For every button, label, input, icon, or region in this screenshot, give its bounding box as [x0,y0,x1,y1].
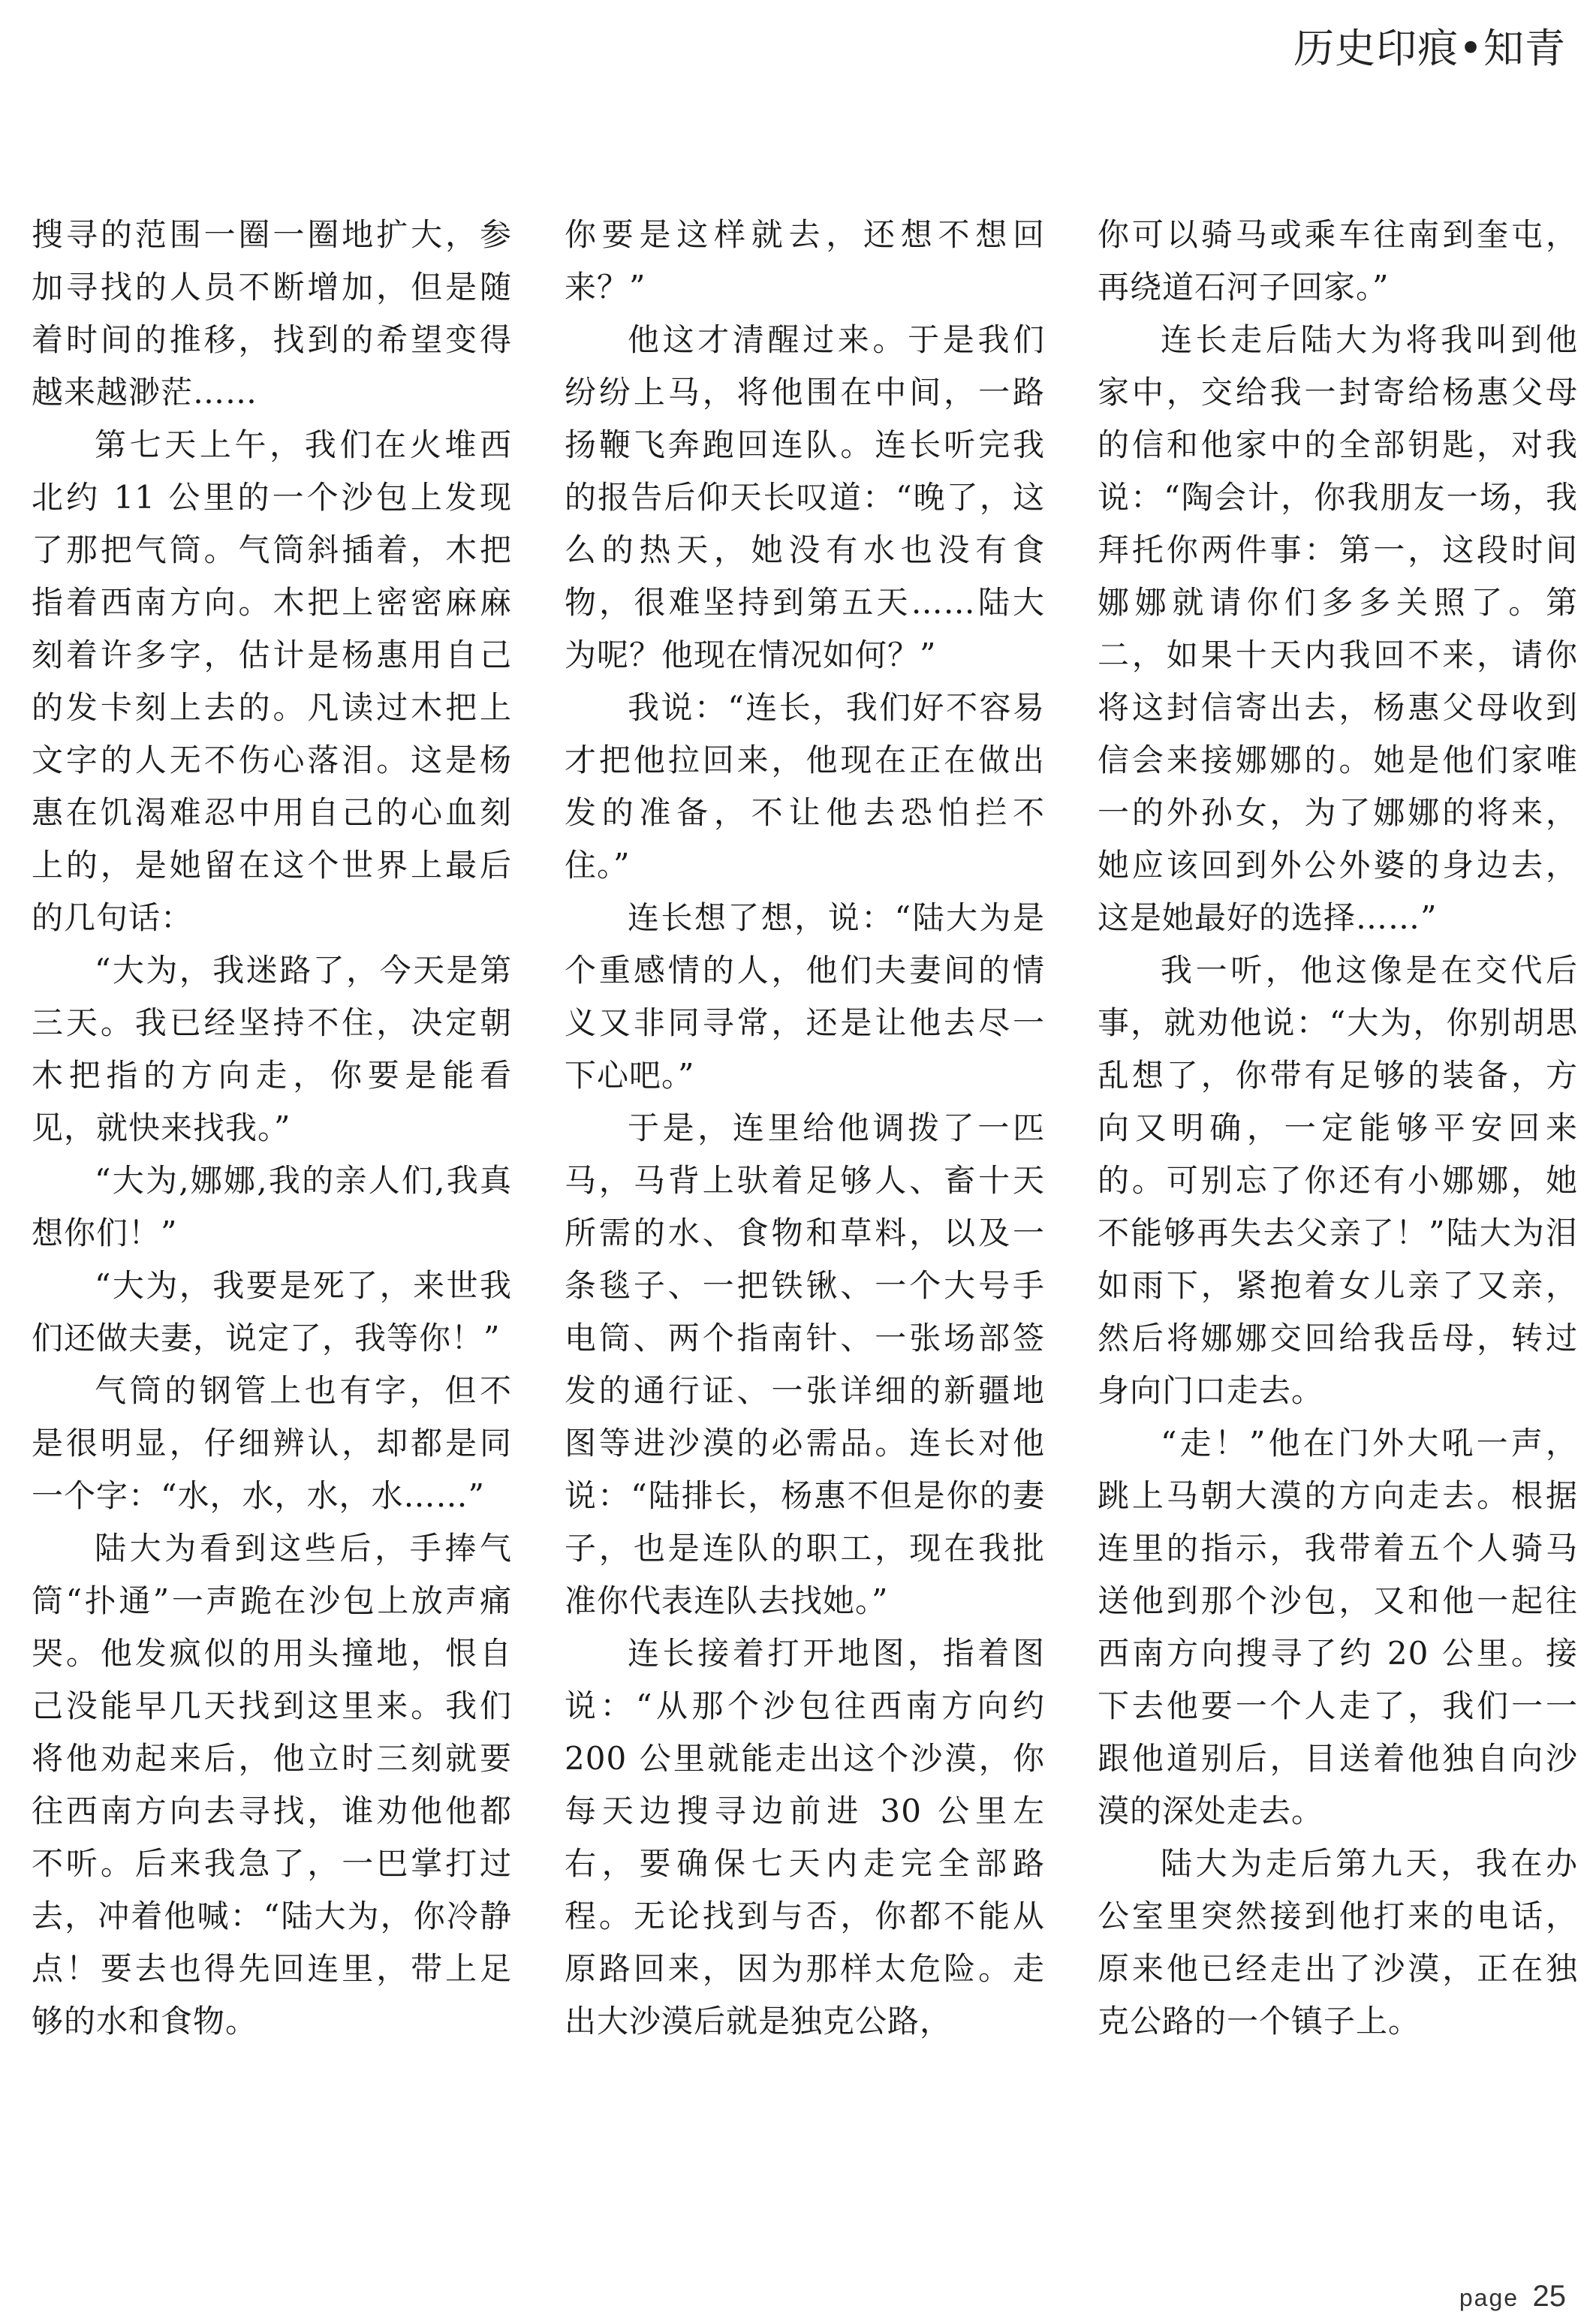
paragraph: 搜寻的范围一圈一圈地扩大，参加寻找的人员不断增加，但是随着时间的推移，找到的希望变得越来越渺茫…… [32,216,512,411]
page-number: 25 [1532,2280,1566,2313]
paragraph: “走！”他在门外大吼一声，跳上马朝大漠的方向走去。根据连里的指示，我带着五个人骑马送他到那个沙包，又和他一起往西南方向搜寻了约 20 公里。接下去他要一个人走了，我们一一跟他道别后，目送着他独自向沙漠的深处走去。 [1098,1425,1578,1829]
paragraph: “大为，我要是死了，来世我们还做夫妻，说定了，我等你！” [32,1267,512,1356]
page-footer [1459,2280,1566,2313]
paragraph: 第七天上午，我们在火堆西北约 11 公里的一个沙包上发现了那把气筒。气筒斜插着，木把指着西南方向。木把上密密麻麻刻着许多字，估计是杨惠用自己的发卡刻上去的。凡读过木把上文字的人无不伤心落泪。这是杨惠在饥渴难忍中用自己的心血刻上的，是她留在这个世界上最后的几句话： [32,426,512,936]
paragraph: 陆大为走后第九天，我在办公室里突然接到他打来的电话，原来他已经走出了沙漠，正在独克公路的一个镇子上。 [1098,1845,1578,2040]
paragraph: 你要是这样就去，还想不想回来？” [565,216,1045,306]
paragraph: 我说：“连长，我们好不容易才把他拉回来，他现在正在做出发的准备，不让他去恐怕拦不住。” [565,689,1045,884]
text-column-2 [565,209,1045,2048]
text-column-3 [1098,209,1578,2048]
paragraph: 气筒的钢管上也有字，但不是很明显，仔细辨认，却都是同一个字：“水，水，水，水……” [32,1372,512,1514]
paragraph: 你可以骑马或乘车往南到奎屯，再绕道石河子回家。” [1098,216,1578,306]
section-header: 历史印痕•知青 [1293,25,1566,72]
paragraph: 他这才清醒过来。于是我们纷纷上马，将他围在中间，一路扬鞭飞奔跑回连队。连长听完我的报告后仰天长叹道：“晚了，这么的热天，她没有水也没有食物，很难坚持到第五天……陆大为呢？他现在情况如何？” [565,321,1045,673]
paragraph: 于是，连里给他调拨了一匹马，马背上驮着足够人、畜十天所需的水、食物和草料，以及一条毯子、一把铁锹、一个大号手电筒、两个指南针、一张场部签发的通行证、一张详细的新疆地图等进沙漠的必需品。连长对他说：“陆排长，杨惠不但是你的妻子，也是连队的职工，现在我批准你代表连队去找她。” [565,1109,1045,1619]
paragraph: “大为，我迷路了，今天是第三天。我已经坚持不住，决定朝木把指的方向走，你要是能看见，就快来找我。” [32,952,512,1146]
paragraph: 连长走后陆大为将我叫到他家中，交给我一封寄给杨惠父母的信和他家中的全部钥匙，对我说：“陶会计，你我朋友一场，我拜托你两件事：第一，这段时间娜娜就请你们多多关照了。第二，如果十天内我回不来，请你将这封信寄出去，杨惠父母收到信会来接娜娜的。她是他们家唯一的外孙女，为了娜娜的将来，她应该回到外公外婆的身边去，这是她最好的选择……” [1098,321,1578,936]
paragraph: 连长想了想，说：“陆大为是个重感情的人，他们夫妻间的情义又非同寻常，还是让他去尽一下心吧。” [565,899,1045,1094]
paragraph: 陆大为看到这些后，手捧气筒“扑通”一声跪在沙包上放声痛哭。他发疯似的用头撞地，恨自己没能早几天找到这里来。我们将他劝起来后，他立时三刻就要往西南方向去寻找，谁劝他他都不听。后来我急了，一巴掌打过去，冲着他喊：“陆大为，你冷静点！要去也得先回连里，带上足够的水和食物。 [32,1530,512,2040]
page-label: page [1459,2284,1519,2311]
paragraph: 我一听，他这像是在交代后事，就劝他说：“大为，你别胡思乱想了，你带有足够的装备，方向又明确，一定能够平安回来的。可别忘了你还有小娜娜，她不能够再失去父亲了！”陆大为泪如雨下，紧抱着女儿亲了又亲，然后将娜娜交回给我岳母，转过身向门口走去。 [1098,952,1578,1409]
paragraph: “大为,娜娜,我的亲人们,我真想你们！” [32,1162,512,1251]
paragraph: 连长接着打开地图，指着图说：“从那个沙包往西南方向约 200 公里就能走出这个沙漠，你每天边搜寻边前进 30 公里左右，要确保七天内走完全部路程。无论找到与否，你都不能从原路回来，因为那样太危险。走出大沙漠后就是独克公路， [565,1635,1045,2040]
text-column-1 [32,209,512,2048]
